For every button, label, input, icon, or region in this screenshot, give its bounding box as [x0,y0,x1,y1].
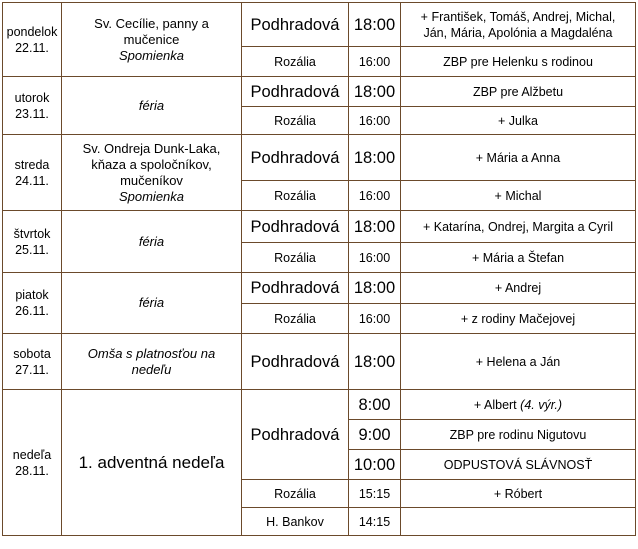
place-cell: Podhradová [242,77,349,107]
table-row [3,334,636,390]
time-cell: 16:00 [349,181,401,211]
time-cell: 18:00 [349,273,401,304]
intention-cell: + z rodiny Mačejovej [401,304,636,334]
place-cell: Podhradová [242,334,349,390]
time-cell: 15:15 [349,480,401,508]
time-cell: 18:00 [349,211,401,243]
day-cell [3,390,62,536]
intention-text: + Albert [473,397,517,412]
feast-rank: Spomienka [118,188,185,204]
day-date: 24.11. [15,173,49,188]
feast-cell: féria [62,211,242,273]
place-cell: Podhradová [242,273,349,304]
feast-cell: féria [62,77,242,135]
time-cell: 16:00 [349,243,401,273]
time-cell: 9:00 [349,420,401,450]
day-name: sobota [13,346,51,361]
intention-text: + František, Tomáš, Andrej, Michal, [420,9,616,24]
intention-cell: + Michal [401,181,636,211]
mass-schedule-table [2,2,636,536]
day-date: 22.11. [15,40,49,55]
place-cell: Rozália [242,243,349,273]
feast-name: kňaza a spoločníkov, [91,156,212,172]
feast-name: mučeníkov [120,172,183,188]
intention-cell [401,508,636,536]
day-name: nedeľa [12,447,52,462]
intention-cell: ZBP pre rodinu Nigutovu [401,420,636,450]
place-cell: Rozália [242,181,349,211]
time-cell: 10:00 [349,450,401,480]
table-row [3,77,636,107]
time-cell: 18:00 [349,77,401,107]
feast-name: Omša s platnosťou na [87,345,216,361]
time-cell: 14:15 [349,508,401,536]
day-date: 26.11. [15,304,49,318]
intention-text: Ján, Mária, Apolónia a Magdaléna [423,25,613,40]
table-row [3,135,636,181]
day-name: utorok [14,90,50,105]
day-date: 23.11. [15,106,49,121]
day-cell [3,273,62,334]
feast-cell: 1. adventná nedeľa [62,390,242,536]
day-cell [3,211,62,273]
time-cell: 16:00 [349,47,401,77]
day-name: streda [14,157,50,172]
intention-cell: + Mária a Štefan [401,243,636,273]
time-cell: 16:00 [349,304,401,334]
feast-cell [62,334,242,390]
place-cell: Rozália [242,480,349,508]
day-name: piatok [15,288,49,302]
feast-cell [62,3,242,77]
day-cell [3,77,62,135]
place-cell: Podhradová [242,3,349,47]
intention-cell: ODPUSTOVÁ SLÁVNOSŤ [401,450,636,480]
time-cell: 8:00 [349,390,401,420]
feast-name: mučenice [123,31,180,47]
intention-cell [401,3,636,47]
table-row [3,211,636,243]
feast-cell: féria [62,273,242,334]
place-cell: Podhradová [242,390,349,480]
table-row [3,273,636,304]
intention-cell: + Róbert [401,480,636,508]
intention-cell: + Helena a Ján [401,334,636,390]
place-cell: Podhradová [242,211,349,243]
day-date: 27.11. [15,362,49,377]
table-row [3,390,636,420]
intention-cell: + Julka [401,107,636,135]
intention-cell: ZBP pre Alžbetu [401,77,636,107]
feast-name: nedeľu [131,361,172,377]
feast-cell [62,135,242,211]
place-cell: Rozália [242,107,349,135]
day-name: štvrtok [13,226,51,241]
table-row [3,3,636,47]
intention-cell: + Katarína, Ondrej, Margita a Cyril [401,211,636,243]
time-cell: 18:00 [349,334,401,390]
day-date: 25.11. [15,242,49,257]
intention-cell: ZBP pre Helenku s rodinou [401,47,636,77]
place-cell: Rozália [242,47,349,77]
intention-cell [401,390,636,420]
place-cell: Podhradová [242,135,349,181]
time-cell: 18:00 [349,135,401,181]
day-cell [3,135,62,211]
time-cell: 18:00 [349,3,401,47]
place-cell: Rozália [242,304,349,334]
feast-name: Sv. Cecílie, panny a [94,15,209,31]
feast-name: Sv. Ondreja Dunk-Laka, [82,140,221,156]
intention-note: (4. výr.) [520,397,563,412]
time-cell: 16:00 [349,107,401,135]
feast-rank: Spomienka [118,47,185,63]
day-date: 28.11. [15,463,49,478]
place-cell: H. Bankov [242,508,349,536]
intention-cell: + Andrej [401,273,636,304]
intention-cell: + Mária a Anna [401,135,636,181]
day-name: pondelok [6,24,58,39]
day-cell [3,334,62,390]
day-cell [3,3,62,77]
